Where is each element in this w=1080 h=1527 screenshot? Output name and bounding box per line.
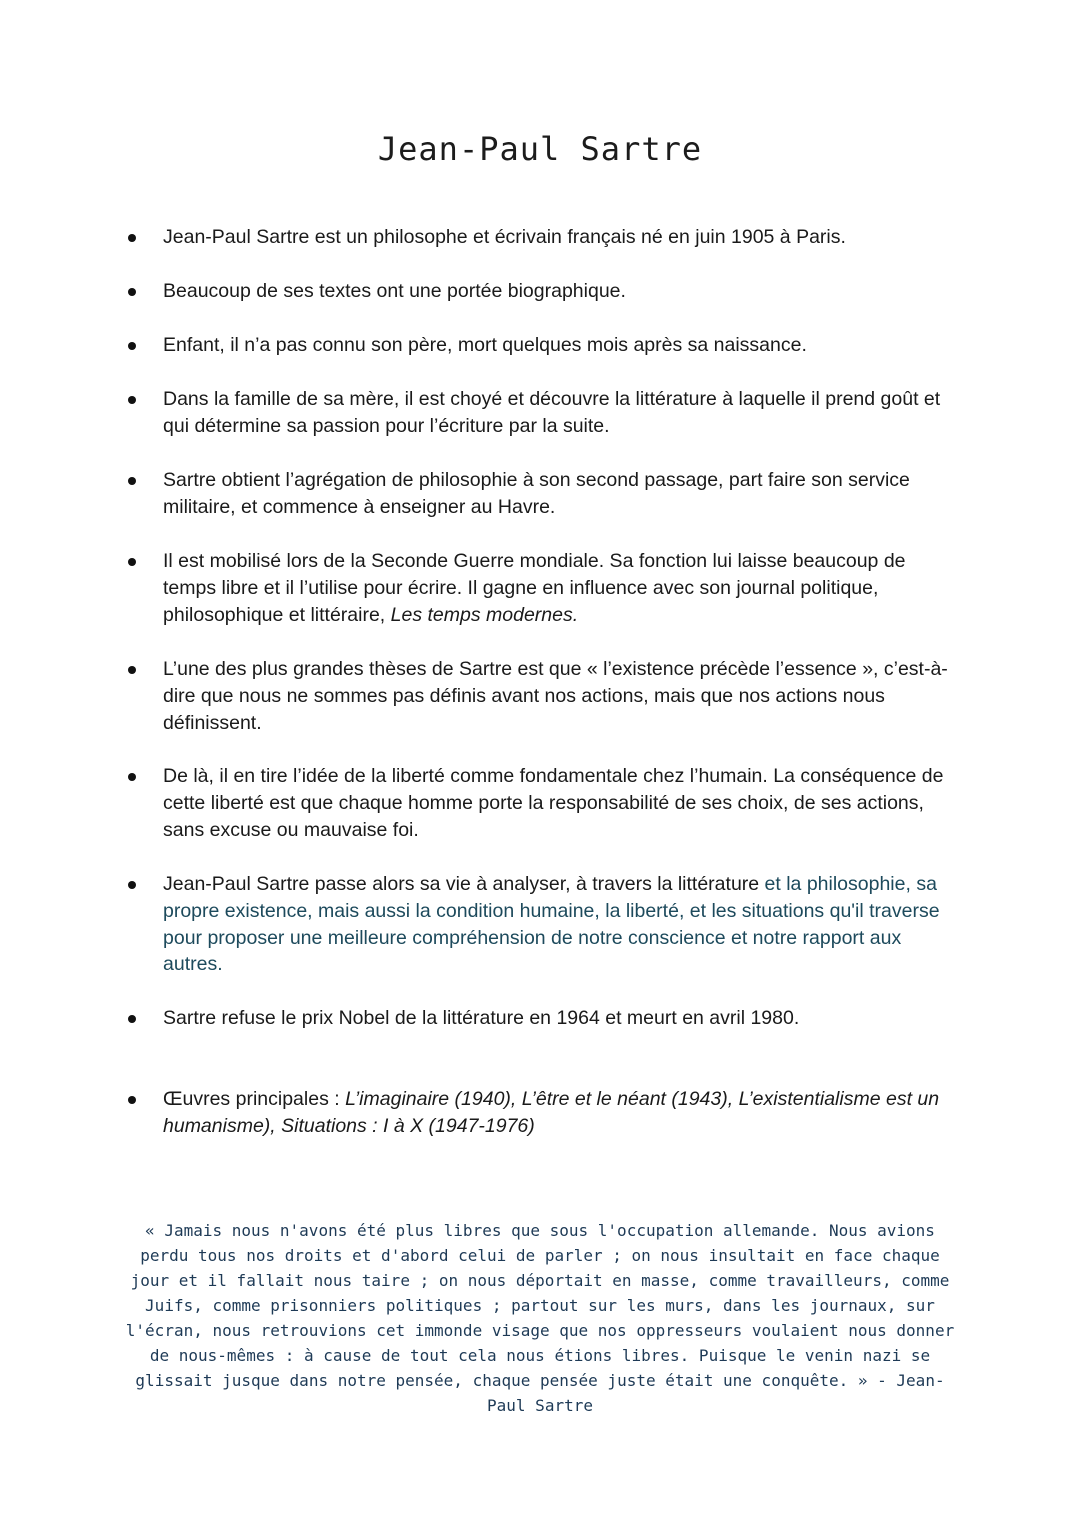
list-item <box>163 332 963 359</box>
list-item-text: Dans la famille de sa mère, il est choyé et découvre la littérature à laquelle il prend goût et qui détermine sa passion pour l’écriture par la suite. <box>163 388 941 437</box>
list-item-text: Sartre refuse le prix Nobel de la littérature en 1964 et meurt en avril 1980. <box>163 1007 800 1029</box>
list-item <box>163 386 963 440</box>
bullet-icon <box>128 1015 136 1023</box>
list-item <box>163 1086 963 1140</box>
list-item-text: Il est mobilisé lors de la Seconde Guerre mondiale. Sa fonction lui laisse beaucoup de temps libre et il l’utilise pour écrire. Il gagne en influence avec son journal politique, philosophique et littéraire, <box>163 550 906 626</box>
bullet-icon <box>128 881 136 889</box>
list-item-text: Jean-Paul Sartre passe alors sa vie à analyser, à travers la littérature <box>163 873 765 895</box>
journal-title: Les temps modernes. <box>390 603 579 626</box>
highlighted-text: et la philosophie, sa propre existence, mais aussi la condition humaine, la liberté, et les situations qu'il traverse pour proposer une meilleure compréhension de notre conscience et notre rapport aux autres. <box>163 873 940 976</box>
list-item-text: Jean-Paul Sartre est un philosophe et écrivain français né en juin 1905 à Paris. <box>163 226 846 248</box>
list-item <box>163 763 963 843</box>
list-item <box>163 278 963 305</box>
bullet-icon <box>128 342 136 350</box>
quote-block: « Jamais nous n'avons été plus libres que sous l'occupation allemande. Nous avions perdu tous nos droits et d'abord celui de parler ; on nous insultait en face chaque jour et il fallait nous taire ; on nous déportait en masse, comme travailleurs, comme Juifs, comme prisonniers politiques ; partout sur les murs, dans les journaux, sur l'écran, nous retrouvions cet immonde visage que nos oppresseurs voulaient nous donner de nous-mêmes : à cause de tout cela nous étions libres. Puisque le venin nazi se glissait jusque dans notre pensée, chaque pensée juste était une conquête. » - Jean-Paul Sartre <box>125 1221 955 1415</box>
list-item-text: De là, il en tire l’idée de la liberté comme fondamentale chez l’humain. La conséquence de cette liberté est que chaque homme porte la responsabilité de ses choix, de ses actions, sans excuse ou mauvaise foi. <box>163 765 944 841</box>
page-title: Jean-Paul Sartre <box>377 130 703 168</box>
bullet-icon <box>128 558 136 566</box>
list-item <box>163 548 963 628</box>
bullet-icon <box>128 234 136 242</box>
list-item-text: L’une des plus grandes thèses de Sartre est que « l’existence précède l’essence », c’est-à-dire que nous ne sommes pas définis avant nos actions, mais que nos actions nous définissent. <box>163 658 948 734</box>
bullet-icon <box>128 477 136 485</box>
list-item-text: Enfant, il n’a pas connu son père, mort quelques mois après sa naissance. <box>163 334 807 356</box>
bullet-icon <box>128 396 136 404</box>
bullet-icon <box>128 666 136 674</box>
list-item-text: Sartre obtient l’agrégation de philosophie à son second passage, part faire son service militaire, et commence à enseigner au Havre. <box>163 469 910 518</box>
bullet-icon <box>128 1096 136 1104</box>
list-item-text: Œuvres principales : <box>163 1088 346 1110</box>
list-item <box>163 224 963 251</box>
list-item <box>163 1005 963 1032</box>
works-list: L’imaginaire (1940), L’être et le néant (1943), L’existentialisme est un humanisme), Situations : I à X (1947-1976) <box>163 1088 940 1137</box>
list-item <box>163 871 963 978</box>
list-item <box>163 467 963 521</box>
list-item <box>163 656 963 736</box>
list-item-text: Beaucoup de ses textes ont une portée biographique. <box>163 280 626 302</box>
bullet-icon <box>128 773 136 781</box>
bullet-icon <box>128 288 136 296</box>
